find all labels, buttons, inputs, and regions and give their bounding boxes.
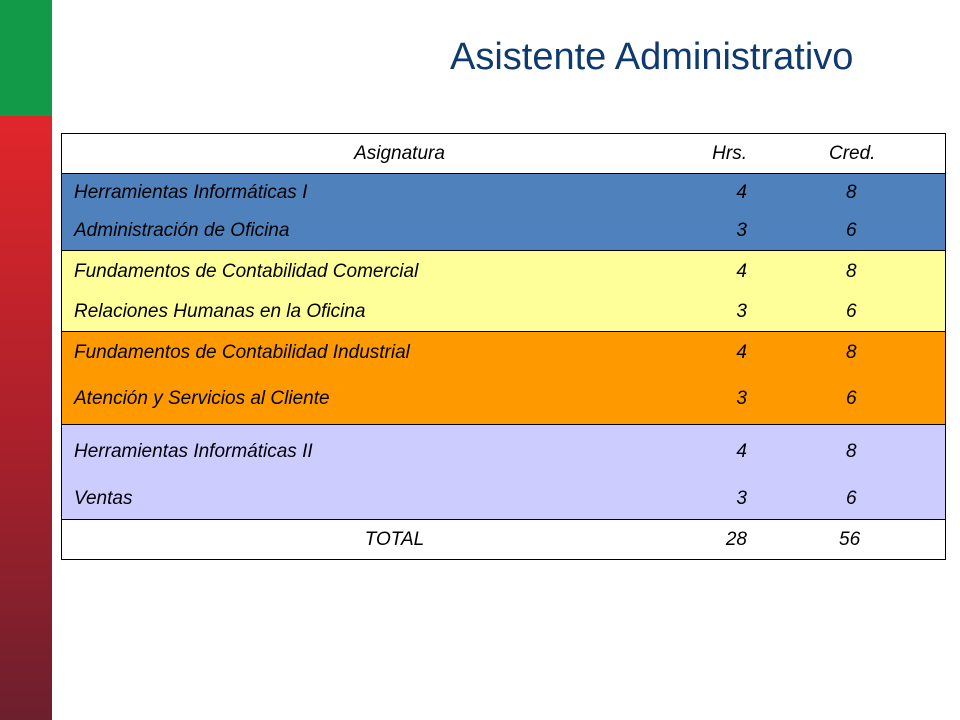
- subject-cell: Administración de Oficina: [74, 220, 290, 241]
- credits-cell: 6: [846, 220, 857, 241]
- credits-cell: 6: [846, 300, 857, 322]
- header-credits: Cred.: [829, 142, 876, 164]
- credits-cell: 6: [846, 388, 857, 409]
- table-row: [62, 374, 945, 424]
- header-subject: Asignatura: [354, 142, 445, 164]
- group-blue: [62, 174, 945, 251]
- subject-cell: Herramientas Informáticas I: [74, 182, 308, 203]
- table-row: [62, 292, 945, 331]
- page-title: Asistente Administrativo: [450, 36, 854, 78]
- total-hours: 28: [725, 528, 747, 550]
- subject-cell: Relaciones Humanas en la Oficina: [74, 300, 366, 322]
- subject-cell: Fundamentos de Contabilidad Industrial: [74, 342, 410, 363]
- subjects-table: [61, 133, 946, 560]
- credits-cell: 8: [846, 342, 857, 363]
- subject-cell: Atención y Servicios al Cliente: [74, 388, 330, 409]
- total-label: TOTAL: [364, 528, 425, 550]
- hours-cell: 4: [736, 260, 747, 282]
- group-yellow: [62, 251, 945, 332]
- sidebar-red-bar: [0, 116, 52, 720]
- group-lavender: [62, 425, 945, 520]
- sidebar-green-bar: [0, 0, 52, 116]
- subject-cell: Fundamentos de Contabilidad Comercial: [74, 260, 419, 282]
- table-row: [62, 251, 945, 292]
- hours-cell: 3: [736, 300, 747, 322]
- total-credits: 56: [839, 528, 861, 550]
- hours-cell: 3: [736, 488, 747, 509]
- hours-cell: 4: [736, 342, 747, 363]
- credits-cell: 8: [846, 260, 857, 282]
- table-header-row: [62, 134, 945, 174]
- table-row: [62, 212, 945, 250]
- credits-cell: 8: [846, 182, 857, 203]
- table-total-row: [62, 520, 945, 559]
- credits-cell: 8: [846, 441, 857, 462]
- hours-cell: 4: [736, 441, 747, 462]
- subject-cell: Herramientas Informáticas II: [74, 441, 313, 462]
- hours-cell: 3: [736, 220, 747, 241]
- hours-cell: 4: [736, 182, 747, 203]
- table-row: [62, 174, 945, 212]
- credits-cell: 6: [846, 488, 857, 509]
- subject-cell: Ventas: [74, 488, 133, 509]
- table-row: [62, 479, 945, 519]
- header-hours: Hrs.: [712, 142, 747, 164]
- group-orange: [62, 332, 945, 425]
- table-row: [62, 332, 945, 374]
- table-row: [62, 425, 945, 479]
- hours-cell: 3: [736, 388, 747, 409]
